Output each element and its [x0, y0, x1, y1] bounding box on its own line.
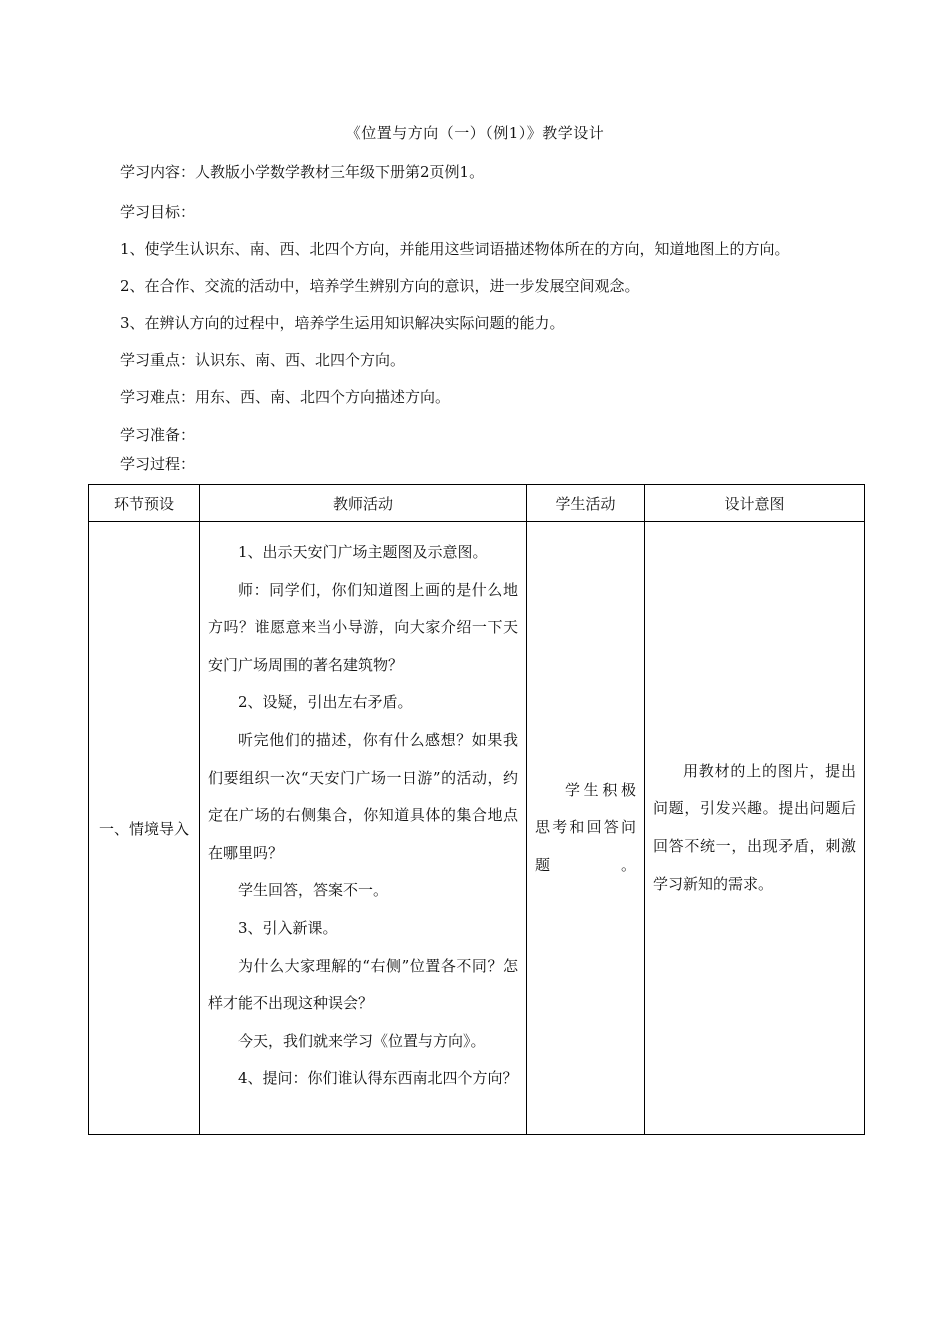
design-intent-text: 用教材的上的图片，提出问题，引发兴趣。提出问题后回答不统一，出现矛盾，刺激学习新知的需求。: [653, 761, 856, 893]
teacher-paragraph: 为什么大家理解的“右侧”位置各不同？怎样才能不出现这种误会？: [208, 956, 518, 1013]
teacher-paragraph: 3、引入新课。: [238, 918, 338, 937]
teacher-paragraph: 今天，我们就来学习《位置与方向》。: [238, 1031, 486, 1050]
learning-key-point: 学习重点：认识东、南、西、北四个方向。: [120, 351, 406, 369]
learning-difficulty: 学习难点：用东、西、南、北四个方向描述方向。: [120, 388, 451, 406]
table-row: [89, 522, 865, 1135]
table-header-row: [89, 485, 865, 522]
learning-preparation: 学习准备：: [120, 426, 196, 444]
lesson-plan-table: [88, 484, 865, 1135]
student-activity-cell: [527, 522, 645, 1135]
teacher-paragraph: 2、设疑，引出左右矛盾。: [238, 693, 413, 712]
learning-goal-3: 3、在辨认方向的过程中，培养学生运用知识解决实际问题的能力。: [120, 314, 565, 332]
teacher-paragraph: 4、提问：你们谁认得东西南北四个方向？: [238, 1069, 518, 1088]
student-activity-text: 学生积极思考和回答问题。: [535, 780, 636, 874]
teacher-paragraph: 学生回答，答案不一。: [238, 881, 389, 900]
teacher-paragraph: 师：同学们，你们知道图上画的是什么地方吗？谁愿意来当小导游，向大家介绍一下天安门广场周围的著名建筑物？: [208, 580, 518, 674]
learning-goals-heading: 学习目标：: [120, 203, 196, 221]
header-design-intent: 设计意图: [645, 485, 865, 522]
learning-goal-2: 2、在合作、交流的活动中，培养学生辨别方向的意识，进一步发展空间观念。: [120, 277, 640, 295]
header-teacher-activity: 教师活动: [200, 485, 527, 522]
teacher-paragraph: 1、出示天安门广场主题图及示意图。: [238, 543, 488, 561]
header-student-activity: 学生活动: [527, 485, 645, 522]
design-intent-cell: [645, 522, 865, 1135]
teacher-paragraph: 听完他们的描述，你有什么感想？如果我们要组织一次“天安门广场一日游”的活动，约定在广场的右侧集合，你知道具体的集合地点在哪里吗？: [208, 730, 518, 862]
stage-cell: 一、情境导入: [89, 522, 200, 1135]
learning-goal-1: 1、使学生认识东、南、西、北四个方向，并能用这些词语描述物体所在的方向，知道地图上的方向。: [120, 240, 790, 258]
document-title: 《位置与方向（一）（例1）》教学设计: [345, 124, 605, 142]
learning-process: 学习过程：: [120, 455, 196, 473]
header-stage: 环节预设: [89, 485, 200, 522]
teacher-activity-cell: [200, 522, 527, 1135]
learning-content: 学习内容：人教版小学数学教材三年级下册第2页例1。: [120, 163, 485, 181]
